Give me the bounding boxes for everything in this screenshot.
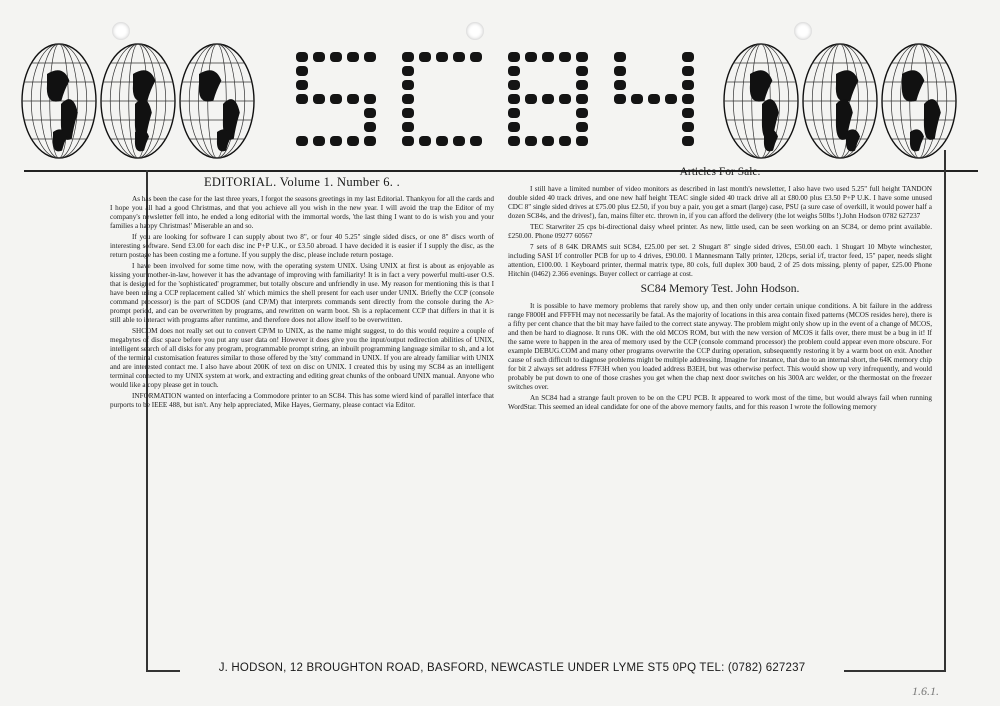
logo-dot: [364, 136, 376, 146]
logo-dot: [508, 108, 520, 118]
logo-dot: [364, 122, 376, 132]
logo-dot: [508, 80, 520, 90]
logo-dot: [364, 94, 376, 104]
logo-dot: [402, 94, 414, 104]
logo-dot: [296, 94, 308, 104]
logo-dot: [508, 66, 520, 76]
logo-dot: [453, 136, 465, 146]
logo-dot: [402, 52, 414, 62]
logo-dot: [576, 122, 588, 132]
logo-dot: [559, 52, 571, 62]
logo-dot: [330, 52, 342, 62]
logo-dot: [682, 66, 694, 76]
logo-dot: [576, 66, 588, 76]
logo-dot: [330, 136, 342, 146]
masthead: [20, 34, 982, 166]
logo-dot: [419, 52, 431, 62]
logo-dot: [347, 136, 359, 146]
logo-dot: [682, 108, 694, 118]
logo-dot: [682, 80, 694, 90]
logo-dot: [313, 94, 325, 104]
logo-dot: [542, 94, 554, 104]
editorial-paragraph: If you are looking for software I can supply about two 8", or four 40 5.25" single sided discs, or one 8" discs worth of interesting software. Send £3.00 for each disc inc P+P U.K., or £3.50 abroad. I have decided it is easier if I supply the disc, as the return postage has been costing me a fortune. If you supply the disc, please include return postage.: [110, 233, 494, 259]
articles-title: Articles For Sale.: [679, 166, 761, 178]
globe-strip-right: [722, 34, 958, 166]
logo-dot: [313, 52, 325, 62]
logo-dot: [576, 80, 588, 90]
logo-dot: [470, 52, 482, 62]
masthead-logo-dots: [288, 48, 712, 152]
editorial-column: [110, 176, 494, 412]
logo-dot: [525, 94, 537, 104]
logo-dot: [296, 136, 308, 146]
logo-dot: [402, 66, 414, 76]
logo-dot: [648, 94, 660, 104]
articles-paragraph: I still have a limited number of video monitors as described in last month's newsletter, I also have two used 5.25" full height TANDON double sided 40 track drives, and one new half height TEAC single sided 40 track drive all at £80.00 plus £3.50 P+P U.K. I have some unused CDC 8" single sided drives at £75.00 plus £2.50, if you buy a pair, you get a smart (large) case, PSU (a sure case of overkill, it would power half a dozen SC84s, and the drives!), fan, mains filter etc. thrown in, if you can afford the delivery (the lot weighs 50lbs !).John Hodson 0782 627237: [508, 185, 932, 220]
logo-dot: [614, 52, 626, 62]
editorial-paragraph: INFORMATION wanted on interfacing a Commodore printer to an SC84. This has some wierd kind of parallel interface that purports to be IEEE 488, but isn't. Any help appreciated, Mike Hayes, Germany, please contact via Editor.: [110, 392, 494, 409]
logo-dot: [347, 94, 359, 104]
logo-dot: [453, 52, 465, 62]
globe-icon: [880, 42, 958, 160]
logo-dot: [576, 52, 588, 62]
logo-dot: [402, 136, 414, 146]
logo-dot: [436, 136, 448, 146]
logo-dot: [614, 80, 626, 90]
right-column: [508, 166, 932, 414]
logo-dot: [682, 122, 694, 132]
frame-line-right: [944, 150, 946, 670]
logo-dot: [508, 136, 520, 146]
logo-dot: [364, 52, 376, 62]
logo-dot: [508, 52, 520, 62]
logo-dot: [508, 94, 520, 104]
memory-paragraph: An SC84 had a strange fault proven to be on the CPU PCB. It appeared to work most of the time, but would always fail when running WordStar. This seemed an ideal candidate for one of the above memory faults, and for this reason I wrote the following memory: [508, 394, 932, 411]
logo-dot: [559, 94, 571, 104]
logo-dot: [631, 94, 643, 104]
logo-dot: [576, 94, 588, 104]
logo-dot: [402, 108, 414, 118]
logo-dot: [470, 136, 482, 146]
logo-dot: [682, 94, 694, 104]
logo-dot: [542, 136, 554, 146]
logo-dot: [330, 94, 342, 104]
logo-dot: [402, 80, 414, 90]
logo-dot: [576, 136, 588, 146]
address-footer: J. HODSON, 12 BROUGHTON ROAD, BASFORD, NEWCASTLE UNDER LYME ST5 0PQ TEL: (0782) 627237: [180, 662, 844, 674]
memory-title: SC84 Memory Test. John Hodson.: [640, 283, 800, 295]
globe-strip-left: [20, 34, 256, 166]
articles-paragraph: 7 sets of 8 64K DRAMS suit SC84, £25.00 per set. 2 Shugart 8" single sided drives, £50.00 each. 1 Shugart 10 Mbyte winchester, including SASI I/f controller PCB for up to 4 drives, £90.00. 1 Mannesmann Tally printer, 120cps, serial i/f, tractor feed, 15" paper, needs slight attention, £100.00. 1 Keyboard printer, thermal matrix type, 80 cols, full duplex 300 baud, 2 of 25 dots missing, plenty of paper, £25.00 Phone Hitchin (0462) 2.366 evenings. Buyer collect or carriage at cost.: [508, 243, 932, 278]
logo-dot: [402, 122, 414, 132]
logo-dot: [665, 94, 677, 104]
logo-dot: [682, 136, 694, 146]
handwritten-page-note: 1.6.1.: [912, 684, 939, 698]
logo-dot: [682, 52, 694, 62]
logo-dot: [525, 136, 537, 146]
logo-dot: [436, 52, 448, 62]
logo-dot: [576, 108, 588, 118]
logo-dot: [614, 94, 626, 104]
editorial-paragraph: As has been the case for the last three years, I forgot the seasons greetings in my last Editorial. Thankyou for all the cards and I hope you all had a good Christmas, and that you achieve all you wish in the new year. I will avoid the trap the Editor of my company's newsletter fell into, he ended a long editorial with the immortal words, 'the last thing I want to do is wish you and your families a happy Christmas!' Miserable an and so.: [110, 195, 494, 230]
logo-dot: [296, 80, 308, 90]
logo-dot: [364, 108, 376, 118]
logo-dot: [296, 52, 308, 62]
logo-dot: [559, 136, 571, 146]
editorial-title: EDITORIAL. Volume 1. Number 6. .: [203, 175, 401, 189]
logo-dot: [347, 52, 359, 62]
globe-icon: [722, 42, 800, 160]
globe-icon: [20, 42, 98, 160]
logo-dot: [508, 122, 520, 132]
logo-dot: [313, 136, 325, 146]
globe-icon: [801, 42, 879, 160]
globe-icon: [99, 42, 177, 160]
logo-dot: [614, 66, 626, 76]
articles-paragraph: TEC Starwriter 25 cps bi-directional daisy wheel printer. As new, little used, can be seen working on an SC84, or demo print available. £250.00. Phone 09277 60567: [508, 223, 932, 240]
editorial-paragraph: SHCOM does not really set out to convert CP/M to UNIX, as the name might suggest, to do this would require a couple of megabytes of disc space before you put any user data on! However it does give you the input/output redirection abilities of UNIX, intelligent search of all disks for any program, programmable prompt string, an inbuilt programming language similar to sh, and a lot of the terminal customisation features similar to those offered by the 'stty' command in UNIX. If you are already familiar with UNIX and are interested contact me. I also have about 200K of text on disc on UNIX. I created this by using my SC84 as an intelligent terminal connected to my UNIX system at work, and extracting and editing great chunks of the onboard UNIX manual. Anyone who would like a copy please get in touch.: [110, 327, 494, 389]
logo-dot: [525, 52, 537, 62]
logo-dot: [542, 52, 554, 62]
memory-paragraph: It is possible to have memory problems that rarely show up, and then only under certain unique conditions. A bit failure in the address range F800H and FFFFH may not necessarily be fatal. As the majority of locations in this area contain fixed patterns (MCOS resides here), there is a fifty per cent chance that the bit may have failed to the correct state anyway. The problem might only show up in the event of a change of MCOS, and then be hard to diagnose. It runs OK. with the old MCOS ROM, but with the new version of MCOS it falls over, there must be a bug in it! If the same were to happen in the area of memory used by the CCP (console command processor) the problem could appear even more obscure. For example DEBUG.COM and many other programs overwrite the CCP during operation, subsequently restoring it by a warm boot on exit. Another cause of such difficult to diagnose problems might be multiple addressing. Imagine for instance, that due to an internal short, the 64K memory chip for bit 2 always set address F7F3H when you loaded address B3EH, but was otherwise perfect. This would show up very infrequently, and would probably be put down to one of those crashes you get when the chap next door switches on his 300A arc welder, or the thermostat on the freezer switches over.: [508, 302, 932, 391]
globe-icon: [178, 42, 256, 160]
logo-dot: [419, 136, 431, 146]
editorial-paragraph: I have been involved for some time now, with the operating system UNIX. Using UNIX at first is about as enjoyable as kissing your mother-in-law, however it has the advantage of improving with familiarity! It is in fact a very powerful multi-user O.S. that is designed for the 'sophisticated' programmer, but totally obscure and unfriendly in use. My reason for mentioning this is that I have been using a CCP replacement called 'sh' which mimics the shell present for each user under UNIX. Briefly the CCP (console command processor) is the part of SCDOS (and CP/M) that interprets commands sent directly from the console during the A> prompt period, and can be overwritten by programs, and rewritten on warm boot. Sh is a replacement CCP that differs in that it is still able to interact with programs after runtime, and therefore does not allow itself to be overwritten.: [110, 262, 494, 324]
logo-dot: [296, 66, 308, 76]
